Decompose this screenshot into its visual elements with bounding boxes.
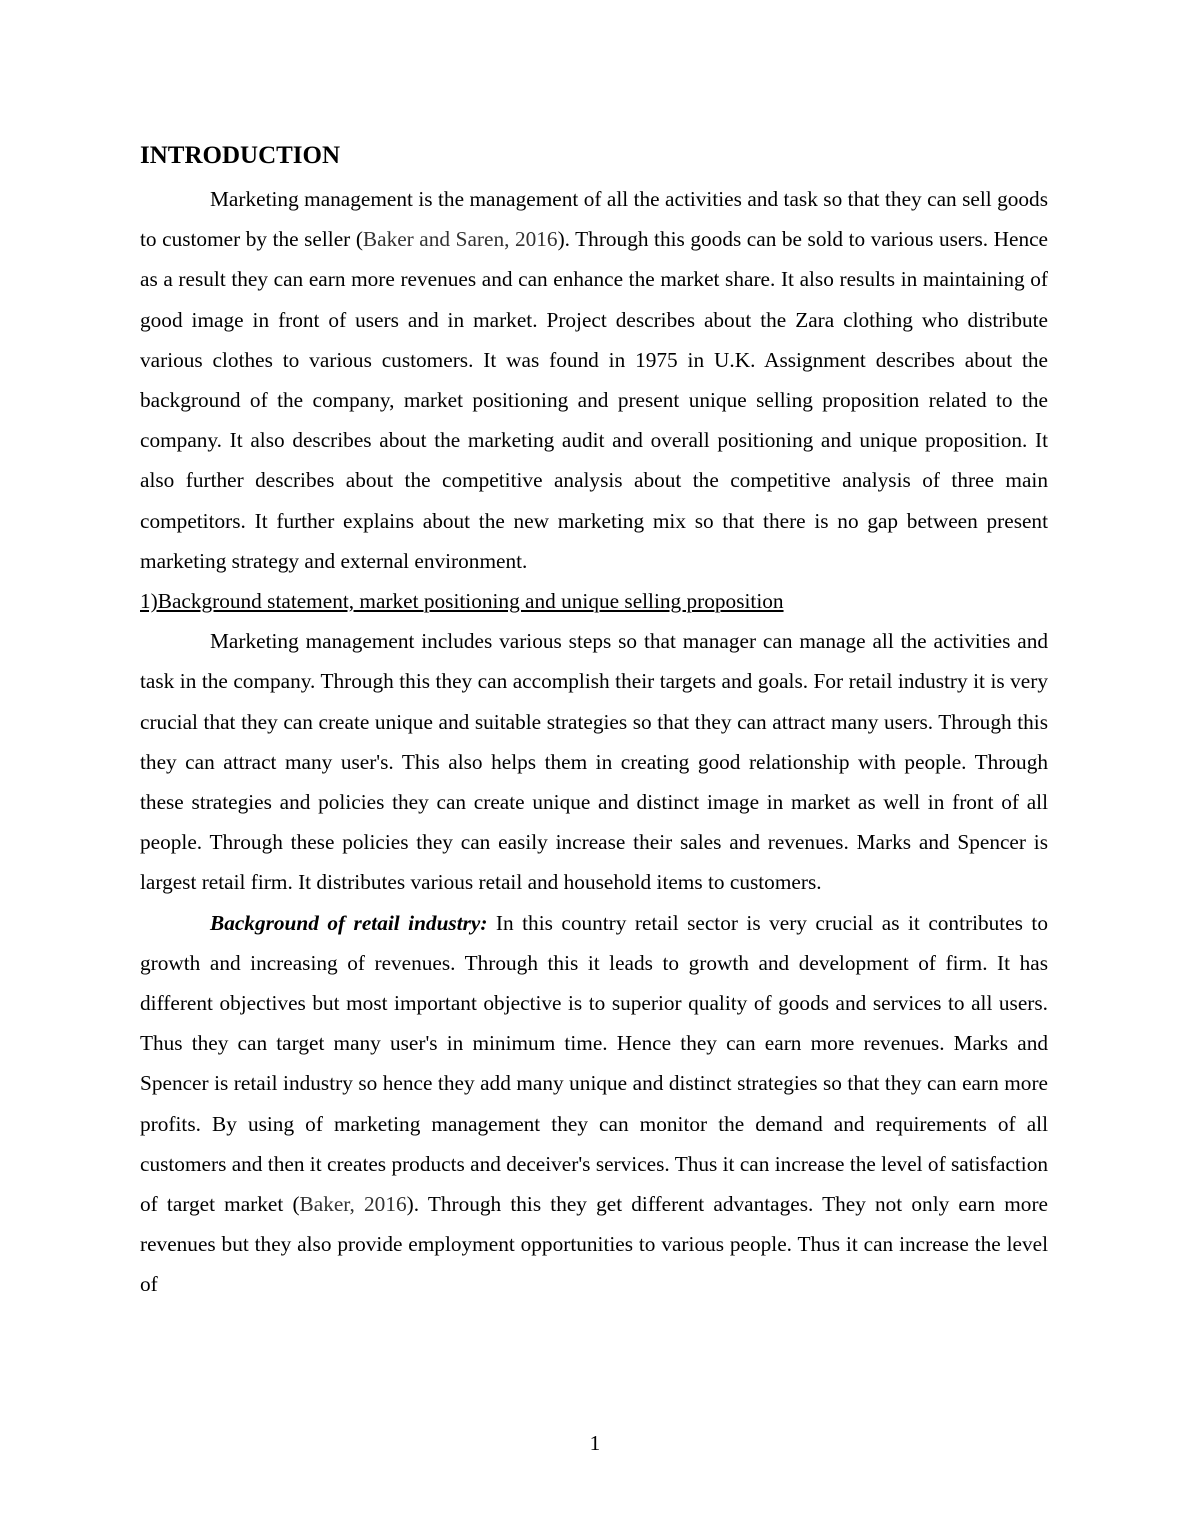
- page-content: [140, 139, 1048, 1305]
- retail-label: Background of retail industry:: [210, 910, 488, 935]
- retail-text-part1: In this country retail sector is very crucial as it contributes to growth and increasing of revenues. Through this it leads to growth and development of firm. It has different objectives but most important objective is to superior quality of goods and services to all users. Thus they can target many user's in minimum time. Hence they can earn more revenues. Marks and Spencer is retail industry so hence they add many unique and distinct strategies so that they can earn more profits. By using of marketing management they can monitor the demand and requirements of all customers and then it creates products and deceiver's services. Thus it can increase the level of satisfaction of target market (: [140, 910, 1048, 1217]
- intro-paragraph: [140, 179, 1048, 581]
- retail-text-part2: ). Through this they get different advantages. They not only earn more revenues but they also provide employment opportunities to various people. Thus it can increase the level of: [140, 1192, 1048, 1297]
- retail-citation: Baker, 2016: [299, 1192, 407, 1217]
- page-heading: INTRODUCTION: [140, 142, 341, 169]
- page-number: 1: [589, 1431, 601, 1455]
- section-heading: 1)Background statement, market positioning and unique selling proposition: [140, 589, 784, 614]
- section-paragraph: Marketing management includes various steps so that manager can manage all the activities and task in the company. Through this they can accomplish their targets and goals. For retail industry it is very crucial that they can create unique and suitable strategies so that they can attract many users. Through this they can attract many user's. This also helps them in creating good relationship with people. Through these strategies and policies they can create unique and distinct image in market as well in front of all people. Through these policies they can easily increase their sales and revenues. Marks and Spencer is largest retail firm. It distributes various retail and household items to customers.: [140, 629, 1048, 895]
- intro-text-part2: ). Through this goods can be sold to various users. Hence as a result they can earn more revenues and can enhance the market share. It also results in maintaining of good image in front of users and in market. Project describes about the Zara clothing who distribute various clothes to various customers. It was found in 1975 in U.K. Assignment describes about the background of the company, market positioning and present unique selling proposition related to the company. It also describes about the marketing audit and overall positioning and unique proposition. It also further describes about the competitive analysis about the competitive analysis of three main competitors. It further explains about the new marketing mix so that there is no gap between present marketing strategy and external environment.: [140, 227, 1048, 573]
- intro-citation: Baker and Saren, 2016: [362, 227, 558, 252]
- retail-paragraph: [140, 903, 1048, 1305]
- intro-text-part1: Marketing management is the management of all the activities and task so that they can sell goods to customer by the seller (: [140, 187, 1048, 252]
